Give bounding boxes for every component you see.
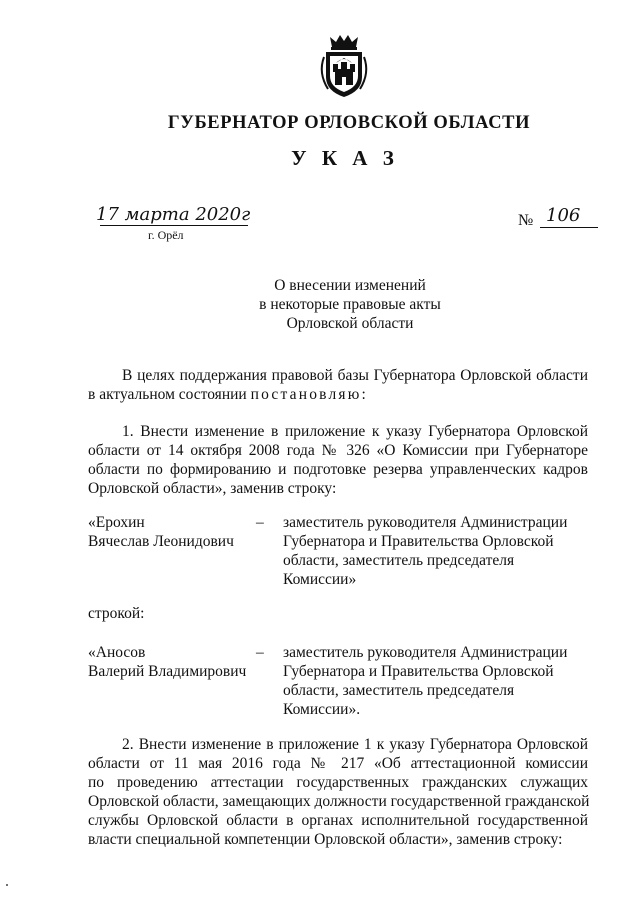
subject-line: Орловской области bbox=[286, 315, 414, 332]
handwritten-number: 106 bbox=[546, 205, 581, 226]
item-1-paragraph bbox=[88, 422, 588, 498]
old-member-position bbox=[283, 513, 583, 589]
scan-artifact bbox=[6, 884, 8, 886]
number-underline bbox=[540, 227, 598, 228]
position-line: Губернатора и Правительства Орловской bbox=[283, 533, 554, 550]
new-member-position bbox=[283, 643, 583, 719]
decree-subject bbox=[0, 276, 640, 333]
position-line: Комиссии». bbox=[283, 701, 361, 718]
position-line: Губернатора и Правительства Орловской bbox=[283, 663, 554, 680]
city-label: г. Орёл bbox=[148, 228, 184, 242]
old-member-name bbox=[88, 513, 234, 551]
name-line: Вячеслав Леонидович bbox=[88, 533, 234, 550]
position-line: области, заместитель председателя bbox=[283, 552, 515, 569]
new-member-name bbox=[88, 643, 246, 681]
name-line: «Ерохин bbox=[88, 514, 145, 531]
subject-line: в некоторые правовые акты bbox=[259, 296, 441, 313]
item-2-line: службы Орловской области в органах исполнительной государственной bbox=[88, 812, 588, 829]
item-2-line: области от 11 мая 2016 года № 217 «Об аттестационной комиссии bbox=[88, 755, 588, 772]
subject-line: О внесении изменений bbox=[274, 277, 426, 294]
item-2-paragraph bbox=[88, 735, 588, 849]
preamble-line bbox=[88, 385, 588, 404]
preamble-text: в актуальном состоянии bbox=[88, 386, 251, 403]
position-line: области, заместитель председателя bbox=[283, 682, 515, 699]
item-1-line: Орловской области», заменив строку: bbox=[88, 480, 337, 497]
entry-dash: – bbox=[256, 514, 264, 531]
date-underline bbox=[100, 225, 248, 226]
document-type: У К А З bbox=[291, 146, 399, 170]
item-1-line: области по формированию и подготовке резерва управленческих кадров bbox=[88, 461, 588, 478]
item-2-line: власти специальной компетенции Орловской области», заменив строку: bbox=[88, 831, 563, 848]
position-line: заместитель руководителя Администрации bbox=[283, 514, 568, 531]
entry-dash: – bbox=[256, 644, 264, 661]
name-line: Валерий Владимирович bbox=[88, 663, 247, 680]
item-2-line: по проведению аттестации государственных гражданских служащих bbox=[88, 774, 588, 791]
item-1-line: 1. Внести изменение в приложение к указу Губернатора Орловской bbox=[122, 423, 588, 440]
item-2-line: 2. Внести изменение в приложение 1 к указу Губернатора Орловской bbox=[122, 736, 588, 753]
number-label: № bbox=[518, 212, 534, 229]
preamble-paragraph bbox=[88, 366, 588, 404]
orel-oblast-coat-of-arms-icon bbox=[316, 33, 372, 99]
replace-label: строкой: bbox=[88, 605, 145, 622]
position-line: Комиссии» bbox=[283, 571, 357, 588]
handwritten-date: 17 марта 2020г bbox=[96, 204, 251, 225]
position-line: заместитель руководителя Администрации bbox=[283, 644, 568, 661]
preamble-line: В целях поддержания правовой базы Губернатора Орловской области bbox=[122, 367, 588, 384]
name-line: «Аносов bbox=[88, 644, 146, 661]
issuing-authority: ГУБЕРНАТОР ОРЛОВСКОЙ ОБЛАСТИ bbox=[167, 113, 531, 133]
item-2-line: Орловской области, замещающих должности государственной гражданской bbox=[88, 793, 590, 810]
resolve-word: постановляю: bbox=[250, 386, 369, 403]
item-1-line: области от 14 октября 2008 года № 326 «О Комиссии при Губернаторе bbox=[88, 442, 588, 459]
